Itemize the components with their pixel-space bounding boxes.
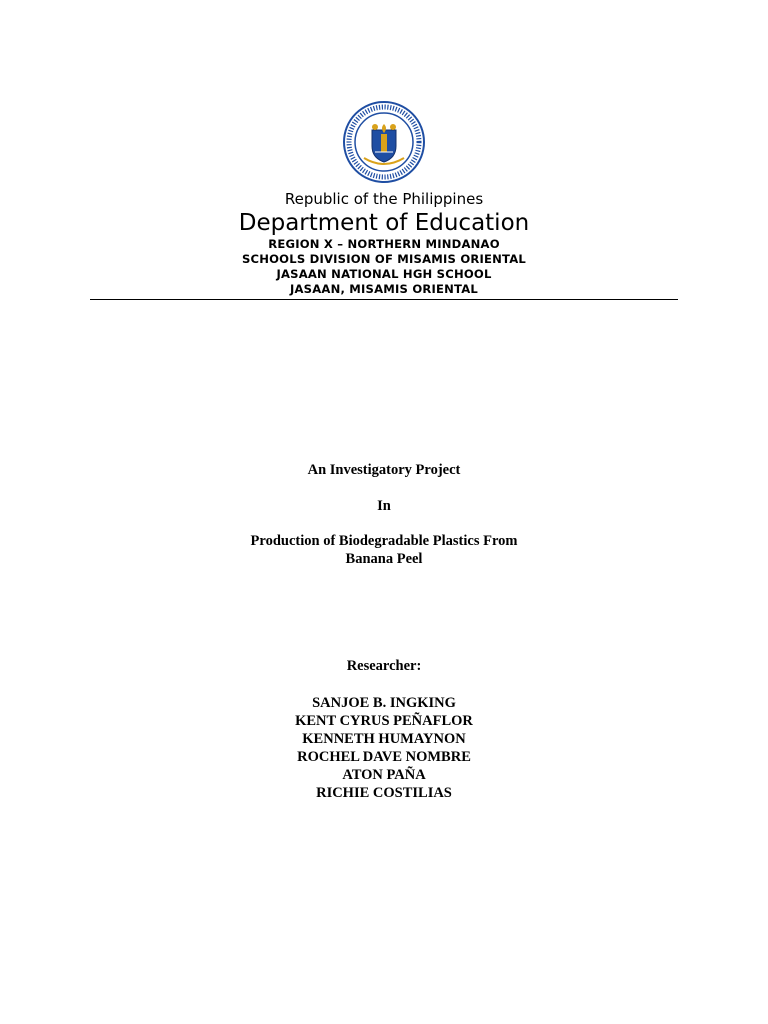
- researcher-name: KENT CYRUS PEÑAFLOR: [295, 713, 473, 729]
- school-name: JASAAN NATIONAL HGH SCHOOL: [276, 267, 492, 281]
- project-connector: In: [377, 498, 391, 514]
- researcher-list: [0, 694, 768, 802]
- region-name: REGION X – NORTHERN MINDANAO: [268, 237, 500, 251]
- researcher-name: KENNETH HUMAYNON: [302, 731, 466, 747]
- project-title: [0, 532, 768, 568]
- researcher-name: ATON PAÑA: [342, 767, 426, 783]
- researcher-name: ROCHEL DAVE NOMBRE: [297, 749, 471, 765]
- country-name: Republic of the Philippines: [284, 190, 484, 208]
- school-address: JASAAN, MISAMIS ORIENTAL: [289, 282, 479, 296]
- department-name: Department of Education: [238, 210, 530, 236]
- project-title-line-1: Production of Biodegradable Plastics From: [250, 533, 518, 549]
- project-title-line-2: Banana Peel: [345, 551, 423, 567]
- researcher-name: SANJOE B. INGKING: [312, 695, 456, 711]
- project-type: An Investigatory Project: [307, 462, 461, 478]
- division-name: SCHOOLS DIVISION OF MISAMIS ORIENTAL: [241, 252, 527, 266]
- researcher-name: RICHIE COSTILIAS: [316, 785, 452, 801]
- letterhead: [0, 188, 768, 297]
- header-divider: [90, 299, 678, 300]
- deped-seal-icon: [342, 100, 426, 184]
- researcher-label: Researcher:: [346, 658, 422, 674]
